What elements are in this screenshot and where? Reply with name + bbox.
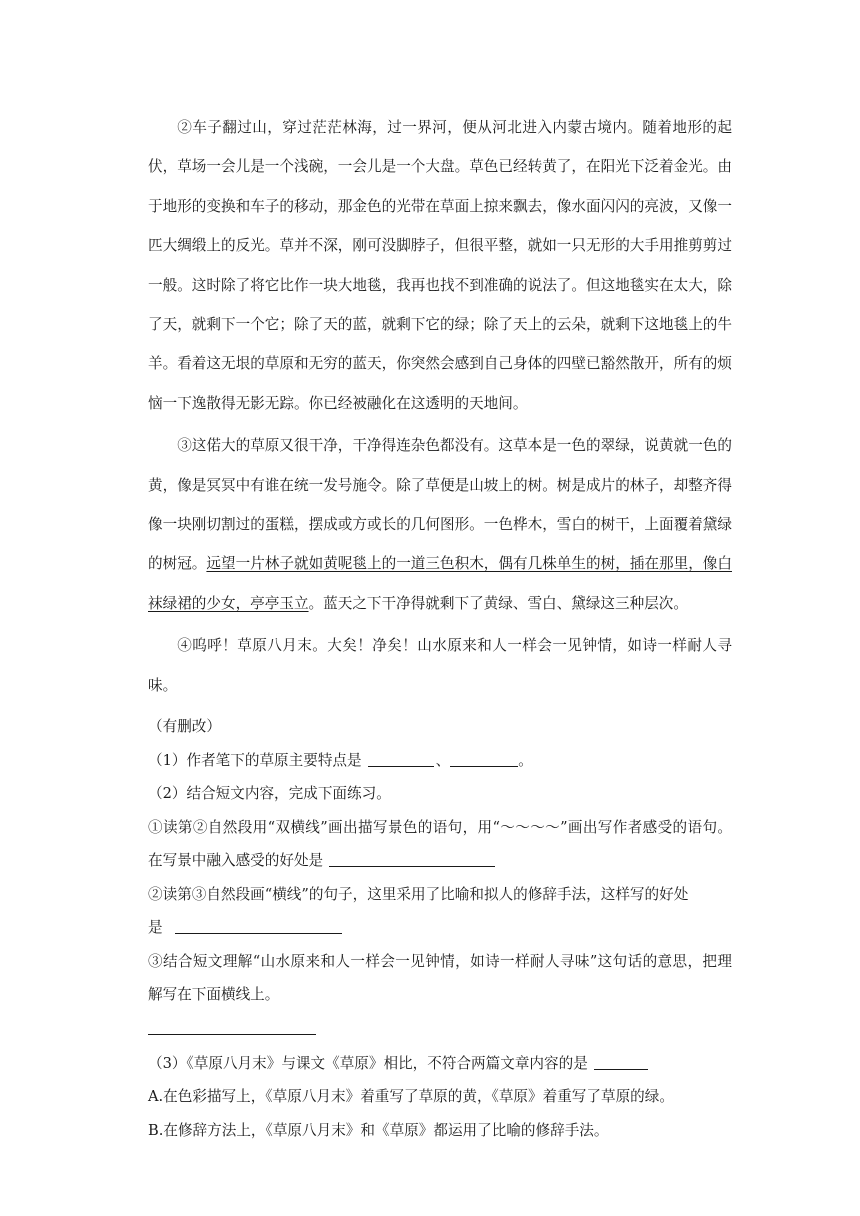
paragraph-4: ④呜呼！草原八月末。大矣！净矣！山水原来和人一样会一见钟情，如诗一样耐人寻味。 [148, 637, 732, 694]
question-1 [148, 744, 732, 778]
answer-blank-3[interactable] [329, 852, 495, 868]
answer-blank-5[interactable] [594, 1054, 648, 1070]
paragraph-3-text-a: ③这偌大的草原又很干净，干净得连杂色都没有。这草本是一色的翠绿，说黄就一色的黄，像是冥冥中有谁在统一发号施令。除了草便是山坡上的树。树是成片的林子，却整齐得像一块刚切割过的蛋糕，摆成或方或长的几何图形。一色桦木，雪白的树干，上面覆着黛绿的树冠。 [148, 437, 732, 573]
question-1-end: 。 [518, 751, 533, 769]
paragraph-2: ②车子翻过山，穿过茫茫林海，过一界河，便从河北进入内蒙古境内。随着地形的起伏，草场一会儿是一个浅碗，一会儿是一个大盘。草色已经转黄了，在阳光下泛着金光。由于地形的变换和车子的移动，那金色的光带在草面上掠来飘去，像水面闪闪的亮波，又像一匹大绸缎上的反光。草并不深，刚可没脚脖子，但很平整，就如一只无形的大手用推剪剪过一般。这时除了将它比作一块大地毯，我再也找不到准确的说法了。但这地毯实在太大，除了天，就剩下一个它；除了天的蓝，就剩下它的绿；除了天上的云朵，就剩下这地毯上的牛羊。看着这无垠的草原和无穷的蓝天，你突然会感到自己身体的四壁已豁然散开，所有的烦恼一下逸散得无影无踪。你已经被融化在这透明的天地间。 [148, 119, 732, 412]
question-2-1 [148, 811, 732, 878]
question-2-3: ③结合短文理解“山水原来和人一样会一见钟情，如诗一样耐人寻味”这句话的意思，把理解写在下面横线上。 [148, 952, 732, 1004]
question-2-2-text: 是 [148, 919, 163, 937]
question-2-2-line-2 [148, 911, 732, 945]
question-3 [148, 1047, 732, 1081]
question-2-1-text: ①读第②自然段用“双横线”画出描写景色的语句，用“～～～～”画出写作者感受的语句。在写景中融入感受的好处是 [148, 818, 732, 870]
question-3-text: （3）《草原八月末》与课文《草原》相比，不符合两篇文章内容的是 [148, 1054, 588, 1072]
document-content [148, 108, 732, 1147]
option-a: A.在色彩描写上，《草原八月末》着重写了草原的黄，《草原》着重写了草原的绿。 [148, 1088, 674, 1106]
question-2: （2）结合短文内容，完成下面练习。 [148, 785, 391, 803]
question-2-2-line-1: ②读第③自然段画“横线”的句子，这里采用了比喻和拟人的修辞手法，这样写的好处 [148, 885, 689, 903]
answer-blank-2[interactable] [450, 751, 518, 767]
answer-blank-4[interactable] [175, 919, 342, 935]
paragraph-3-text-b: 。蓝天之下干净得就剩下了黄绿、雪白、黛绿这三种层次。 [308, 594, 688, 612]
answer-line[interactable] [148, 1026, 316, 1035]
question-1-separator: 、 [435, 751, 451, 769]
answer-blank-1[interactable] [368, 751, 434, 767]
question-1-text: （1）作者笔下的草原主要特点是 [148, 751, 362, 769]
option-b: B.在修辞方法上，《草原八月末》和《草原》都运用了比喻的修辞手法。 [148, 1121, 609, 1139]
paragraph-3 [148, 426, 732, 623]
revision-note: （有删改） [148, 718, 221, 736]
underlined-sentence: 远望一片林子就如黄呢毯上的一道三色积木，偶有几株单生的树，插在那里，像白袜绿裙的少女，亭亭玉立 [148, 555, 732, 612]
